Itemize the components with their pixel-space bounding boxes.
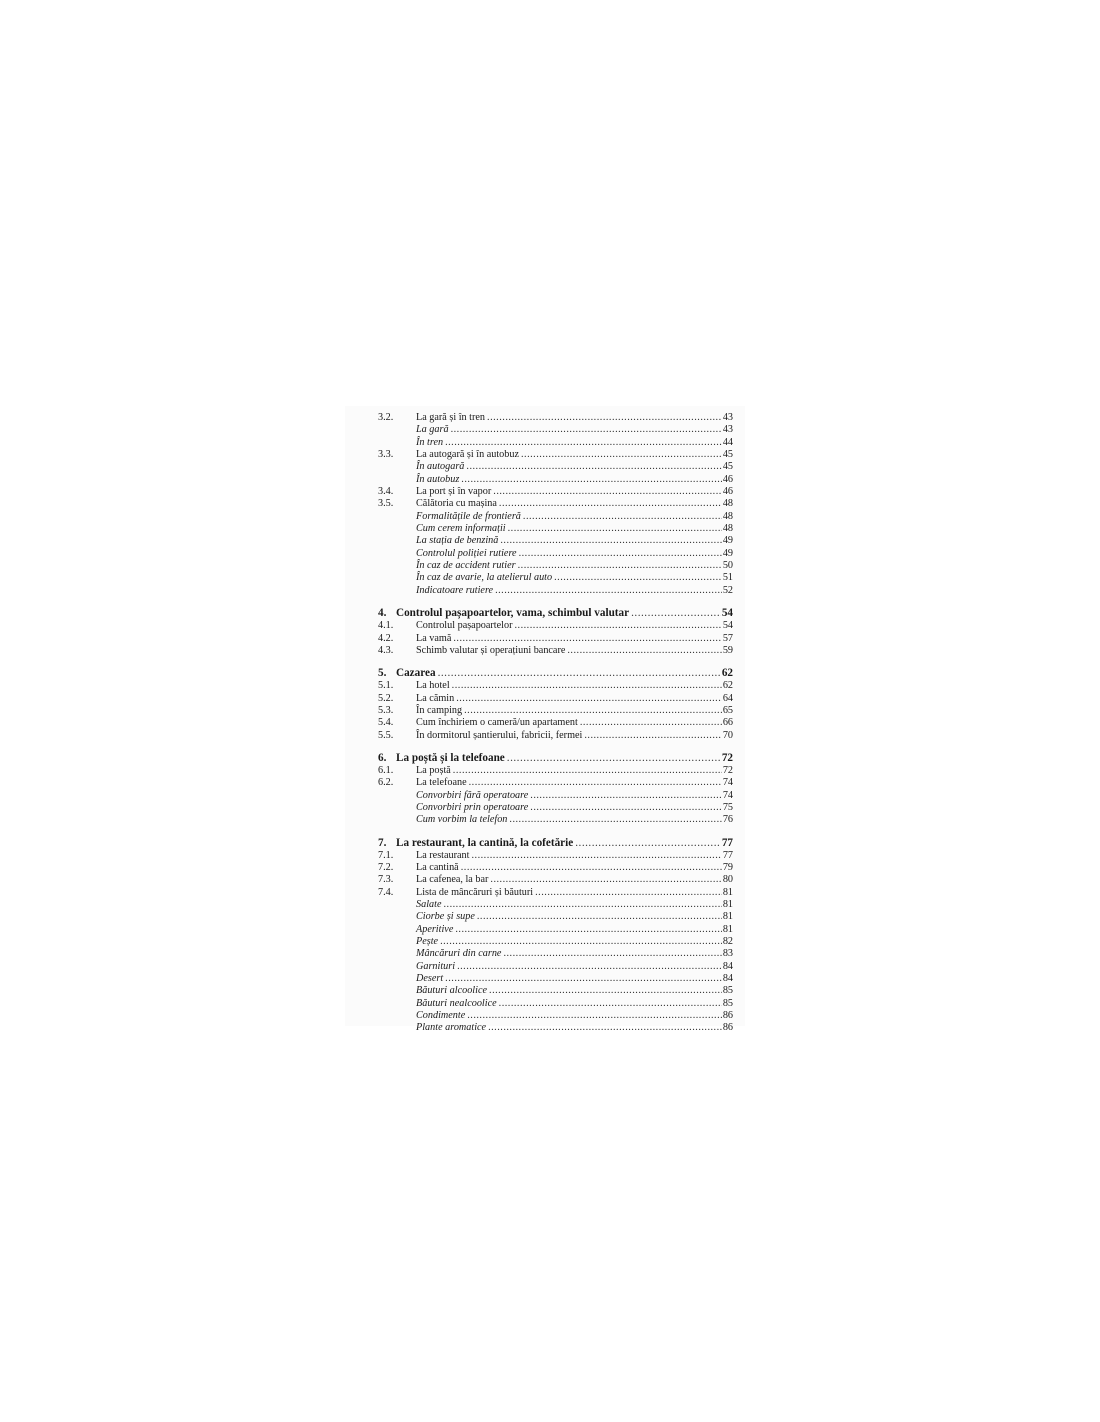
dot-leader — [443, 899, 721, 911]
toc-section-row — [378, 633, 733, 645]
page-number: 83 — [722, 948, 733, 960]
entry-title: Băuturi alcoolice — [416, 985, 488, 997]
entry-title: Cum vorbim la telefon — [416, 814, 508, 826]
toc-chapter-row — [378, 751, 733, 765]
toc-subsection-row — [378, 1022, 733, 1034]
chapter-number: 5. — [378, 667, 387, 680]
dot-leader — [507, 751, 721, 765]
entry-title: Călătoria cu mașina — [416, 498, 497, 510]
toc-section-row — [378, 412, 733, 424]
entry-title: Mâncăruri din carne — [416, 948, 502, 960]
section-number: 5.2. — [378, 692, 394, 704]
dot-leader — [469, 777, 722, 789]
dot-leader — [530, 802, 722, 814]
entry-title: Controlul pașapoartelor — [416, 620, 513, 632]
entry-title: Ciorbe și supe — [416, 911, 475, 923]
section-number: 7.2. — [378, 861, 394, 873]
page-number: 81 — [722, 886, 733, 898]
page-number: 49 — [722, 535, 733, 547]
dot-leader — [518, 560, 722, 572]
page-number: 64 — [722, 692, 733, 704]
page-number: 66 — [722, 717, 733, 729]
section-number: 3.2. — [378, 412, 394, 423]
page-number: 85 — [722, 985, 733, 997]
page-number: 85 — [722, 997, 733, 1009]
toc-subsection-row — [378, 948, 733, 960]
toc-section-row — [378, 777, 733, 789]
toc-subsection-row — [378, 998, 733, 1010]
page-number: 62 — [721, 667, 733, 680]
toc-subsection-row — [378, 535, 733, 547]
page-number: 65 — [722, 704, 733, 716]
dot-leader — [519, 548, 722, 560]
toc-section-row — [378, 680, 733, 692]
dot-leader — [453, 765, 722, 777]
entry-title: În camping — [416, 704, 463, 716]
entry-title: Cum închiriem o cameră/un apartament — [416, 717, 578, 729]
chapter-number: 7. — [378, 836, 387, 849]
toc-page — [345, 406, 745, 1034]
section-number: 5.3. — [378, 704, 394, 716]
entry-title: La stația de benzină — [416, 535, 499, 547]
page-number: 59 — [722, 644, 733, 656]
page-number: 72 — [722, 764, 733, 776]
section-number: 3.4. — [378, 486, 394, 498]
toc-subsection-row — [378, 474, 733, 486]
page-number: 48 — [722, 498, 733, 510]
page-number: 77 — [722, 849, 733, 861]
section-number: 7.1. — [378, 849, 394, 861]
page-number: 79 — [722, 861, 733, 873]
entry-title: Convorbiri fără operatoare — [416, 789, 529, 801]
entry-title: La hotel — [416, 680, 450, 692]
entry-title: Garnituri — [416, 960, 456, 972]
entry-title: Formalitățile de frontieră — [416, 510, 521, 522]
toc-section-row — [378, 486, 733, 498]
dot-leader — [554, 572, 722, 584]
page-number: 46 — [722, 473, 733, 485]
toc-section-row — [378, 498, 733, 510]
entry-title: Schimb valutar și operațiuni bancare — [416, 644, 566, 656]
entry-title: În autogară — [416, 461, 465, 473]
entry-title: La gară și în tren — [416, 412, 486, 423]
dot-leader — [490, 874, 721, 886]
section-number: 4.1. — [378, 620, 394, 632]
toc-subsection-row — [378, 985, 733, 997]
toc-section-row — [378, 850, 733, 862]
section-number: 7.4. — [378, 886, 394, 898]
dot-leader — [461, 474, 722, 486]
section-number: 6.2. — [378, 777, 394, 789]
page-number: 45 — [722, 461, 733, 473]
entry-title: La autogară și în autobuz — [416, 449, 519, 461]
toc-subsection-row — [378, 523, 733, 535]
page-number: 81 — [722, 899, 733, 910]
toc-subsection-row — [378, 911, 733, 923]
section-number: 3.5. — [378, 498, 394, 510]
page-number: 75 — [722, 801, 733, 813]
chapter-number: 6. — [378, 751, 387, 764]
page-number: 52 — [722, 584, 733, 596]
page-number: 80 — [722, 874, 733, 886]
toc-subsection-row — [378, 572, 733, 584]
entry-title: În dormitorul șantierului, fabricii, fermei — [416, 729, 583, 741]
toc-subsection-row — [378, 511, 733, 523]
dot-leader — [464, 705, 722, 717]
page-number: 44 — [722, 436, 733, 448]
entry-title: La restaurant — [416, 849, 470, 861]
toc-section-row — [378, 705, 733, 717]
section-number: 7.3. — [378, 874, 394, 886]
dot-leader — [503, 948, 721, 960]
page-number: 86 — [722, 1022, 733, 1034]
dot-leader — [521, 449, 722, 461]
dot-leader — [514, 620, 721, 632]
dot-leader — [487, 412, 722, 424]
toc-section-row — [378, 874, 733, 886]
entry-title: În caz de avarie, la atelierul auto — [416, 572, 553, 584]
entry-title: Salate — [416, 899, 442, 910]
toc-section-row — [378, 862, 733, 874]
page-number: 45 — [722, 449, 733, 461]
toc-chapter-row — [378, 606, 733, 620]
page-number: 43 — [722, 424, 733, 436]
entry-title: Băuturi nealcoolice — [416, 997, 497, 1009]
table-of-contents — [378, 412, 733, 1035]
dot-leader — [445, 973, 722, 985]
dot-leader — [535, 887, 722, 899]
page-number: 86 — [722, 1010, 733, 1022]
dot-leader — [440, 936, 722, 948]
toc-subsection-row — [378, 461, 733, 473]
dot-leader — [453, 633, 721, 645]
entry-title: Lista de mâncăruri și băuturi — [416, 886, 534, 898]
toc-section-row — [378, 620, 733, 632]
dot-leader — [495, 585, 722, 597]
page-number: 49 — [722, 547, 733, 559]
toc-subsection-row — [378, 973, 733, 985]
toc-subsection-row — [378, 899, 733, 911]
dot-leader — [438, 666, 721, 680]
page-number: 74 — [722, 789, 733, 801]
page-number: 48 — [722, 510, 733, 522]
page-number: 54 — [722, 620, 733, 632]
toc-subsection-row — [378, 790, 733, 802]
entry-title: La restaurant, la cantină, la cofetărie — [396, 836, 574, 849]
entry-title: Cum cerem informații — [416, 523, 506, 535]
page-number: 43 — [722, 412, 733, 423]
toc-subsection-row — [378, 1010, 733, 1022]
page-number: 76 — [722, 814, 733, 826]
page-number: 50 — [722, 560, 733, 572]
toc-section-row — [378, 449, 733, 461]
dot-leader — [452, 680, 722, 692]
toc-subsection-row — [378, 548, 733, 560]
page-number: 77 — [721, 836, 733, 849]
dot-leader — [509, 814, 721, 826]
toc-subsection-row — [378, 802, 733, 814]
page-number: 81 — [722, 923, 733, 935]
entry-title: Cazarea — [396, 667, 436, 680]
toc-chapter-row — [378, 666, 733, 680]
entry-title: La cafenea, la bar — [416, 874, 489, 886]
page-number: 81 — [722, 911, 733, 923]
entry-title: În autobuz — [416, 473, 460, 485]
entry-title: În caz de accident rutier — [416, 560, 516, 572]
dot-leader — [467, 1010, 722, 1022]
toc-subsection-row — [378, 814, 733, 826]
entry-title: Controlul poliției rutiere — [416, 547, 517, 559]
toc-subsection-row — [378, 437, 733, 449]
toc-section-row — [378, 645, 733, 657]
entry-title: La cămin — [416, 692, 455, 704]
toc-subsection-row — [378, 924, 733, 936]
dot-leader — [471, 850, 721, 862]
toc-section-row — [378, 693, 733, 705]
dot-leader — [451, 424, 722, 436]
page-number: 54 — [721, 607, 733, 620]
toc-subsection-row — [378, 424, 733, 436]
chapter-number: 4. — [378, 607, 387, 620]
page-number: 46 — [722, 486, 733, 498]
entry-title: La cantină — [416, 861, 459, 873]
page-number: 62 — [722, 680, 733, 692]
toc-section-row — [378, 730, 733, 742]
toc-section-row — [378, 765, 733, 777]
entry-title: La vamă — [416, 632, 452, 644]
page-number: 84 — [722, 960, 733, 972]
section-number: 4.3. — [378, 644, 394, 656]
entry-title: La poștă — [416, 764, 451, 776]
dot-leader — [523, 511, 722, 523]
dot-leader — [580, 717, 722, 729]
page-number: 84 — [722, 973, 733, 985]
dot-leader — [457, 961, 722, 973]
page-number: 74 — [722, 777, 733, 789]
section-number: 6.1. — [378, 764, 394, 776]
toc-section-row — [378, 887, 733, 899]
section-number: 3.3. — [378, 449, 394, 461]
entry-title: Desert — [416, 973, 444, 985]
dot-leader — [584, 730, 721, 742]
entry-title: La port și în vapor — [416, 486, 492, 498]
dot-leader — [488, 1022, 722, 1034]
entry-title: La gară — [416, 424, 449, 436]
dot-leader — [499, 998, 722, 1010]
dot-leader — [445, 437, 722, 449]
dot-leader — [455, 924, 721, 936]
toc-chapter-row — [378, 836, 733, 850]
dot-leader — [461, 862, 722, 874]
section-number: 5.1. — [378, 680, 394, 692]
entry-title: Controlul pașapoartelor, vama, schimbul valutar — [396, 607, 630, 620]
page-number: 48 — [722, 523, 733, 535]
entry-title: La poștă și la telefoane — [396, 751, 505, 764]
dot-leader — [575, 836, 721, 850]
toc-subsection-row — [378, 936, 733, 948]
entry-title: În tren — [416, 436, 444, 448]
dot-leader — [508, 523, 722, 535]
entry-title: Indicatoare rutiere — [416, 584, 494, 596]
page-number: 70 — [722, 729, 733, 741]
section-number: 4.2. — [378, 632, 394, 644]
section-number: 5.5. — [378, 729, 394, 741]
page-number: 82 — [722, 936, 733, 948]
toc-subsection-row — [378, 961, 733, 973]
dot-leader — [456, 693, 722, 705]
dot-leader — [499, 498, 722, 510]
dot-leader — [493, 486, 722, 498]
entry-title: Pește — [416, 936, 439, 948]
dot-leader — [631, 606, 721, 620]
toc-section-row — [378, 717, 733, 729]
dot-leader — [500, 535, 721, 547]
toc-subsection-row — [378, 585, 733, 597]
entry-title: Plante aromatice — [416, 1022, 487, 1034]
toc-subsection-row — [378, 560, 733, 572]
dot-leader — [466, 461, 721, 473]
page-number: 57 — [722, 632, 733, 644]
entry-title: La telefoane — [416, 777, 467, 789]
entry-title: Condimente — [416, 1010, 466, 1022]
dot-leader — [567, 645, 721, 657]
dot-leader — [477, 911, 722, 923]
page-number: 72 — [721, 751, 733, 764]
entry-title: Convorbiri prin operatoare — [416, 801, 529, 813]
page-number: 51 — [722, 572, 733, 584]
dot-leader — [530, 790, 722, 802]
entry-title: Aperitive — [416, 923, 454, 935]
section-number: 5.4. — [378, 717, 394, 729]
dot-leader — [489, 985, 722, 997]
